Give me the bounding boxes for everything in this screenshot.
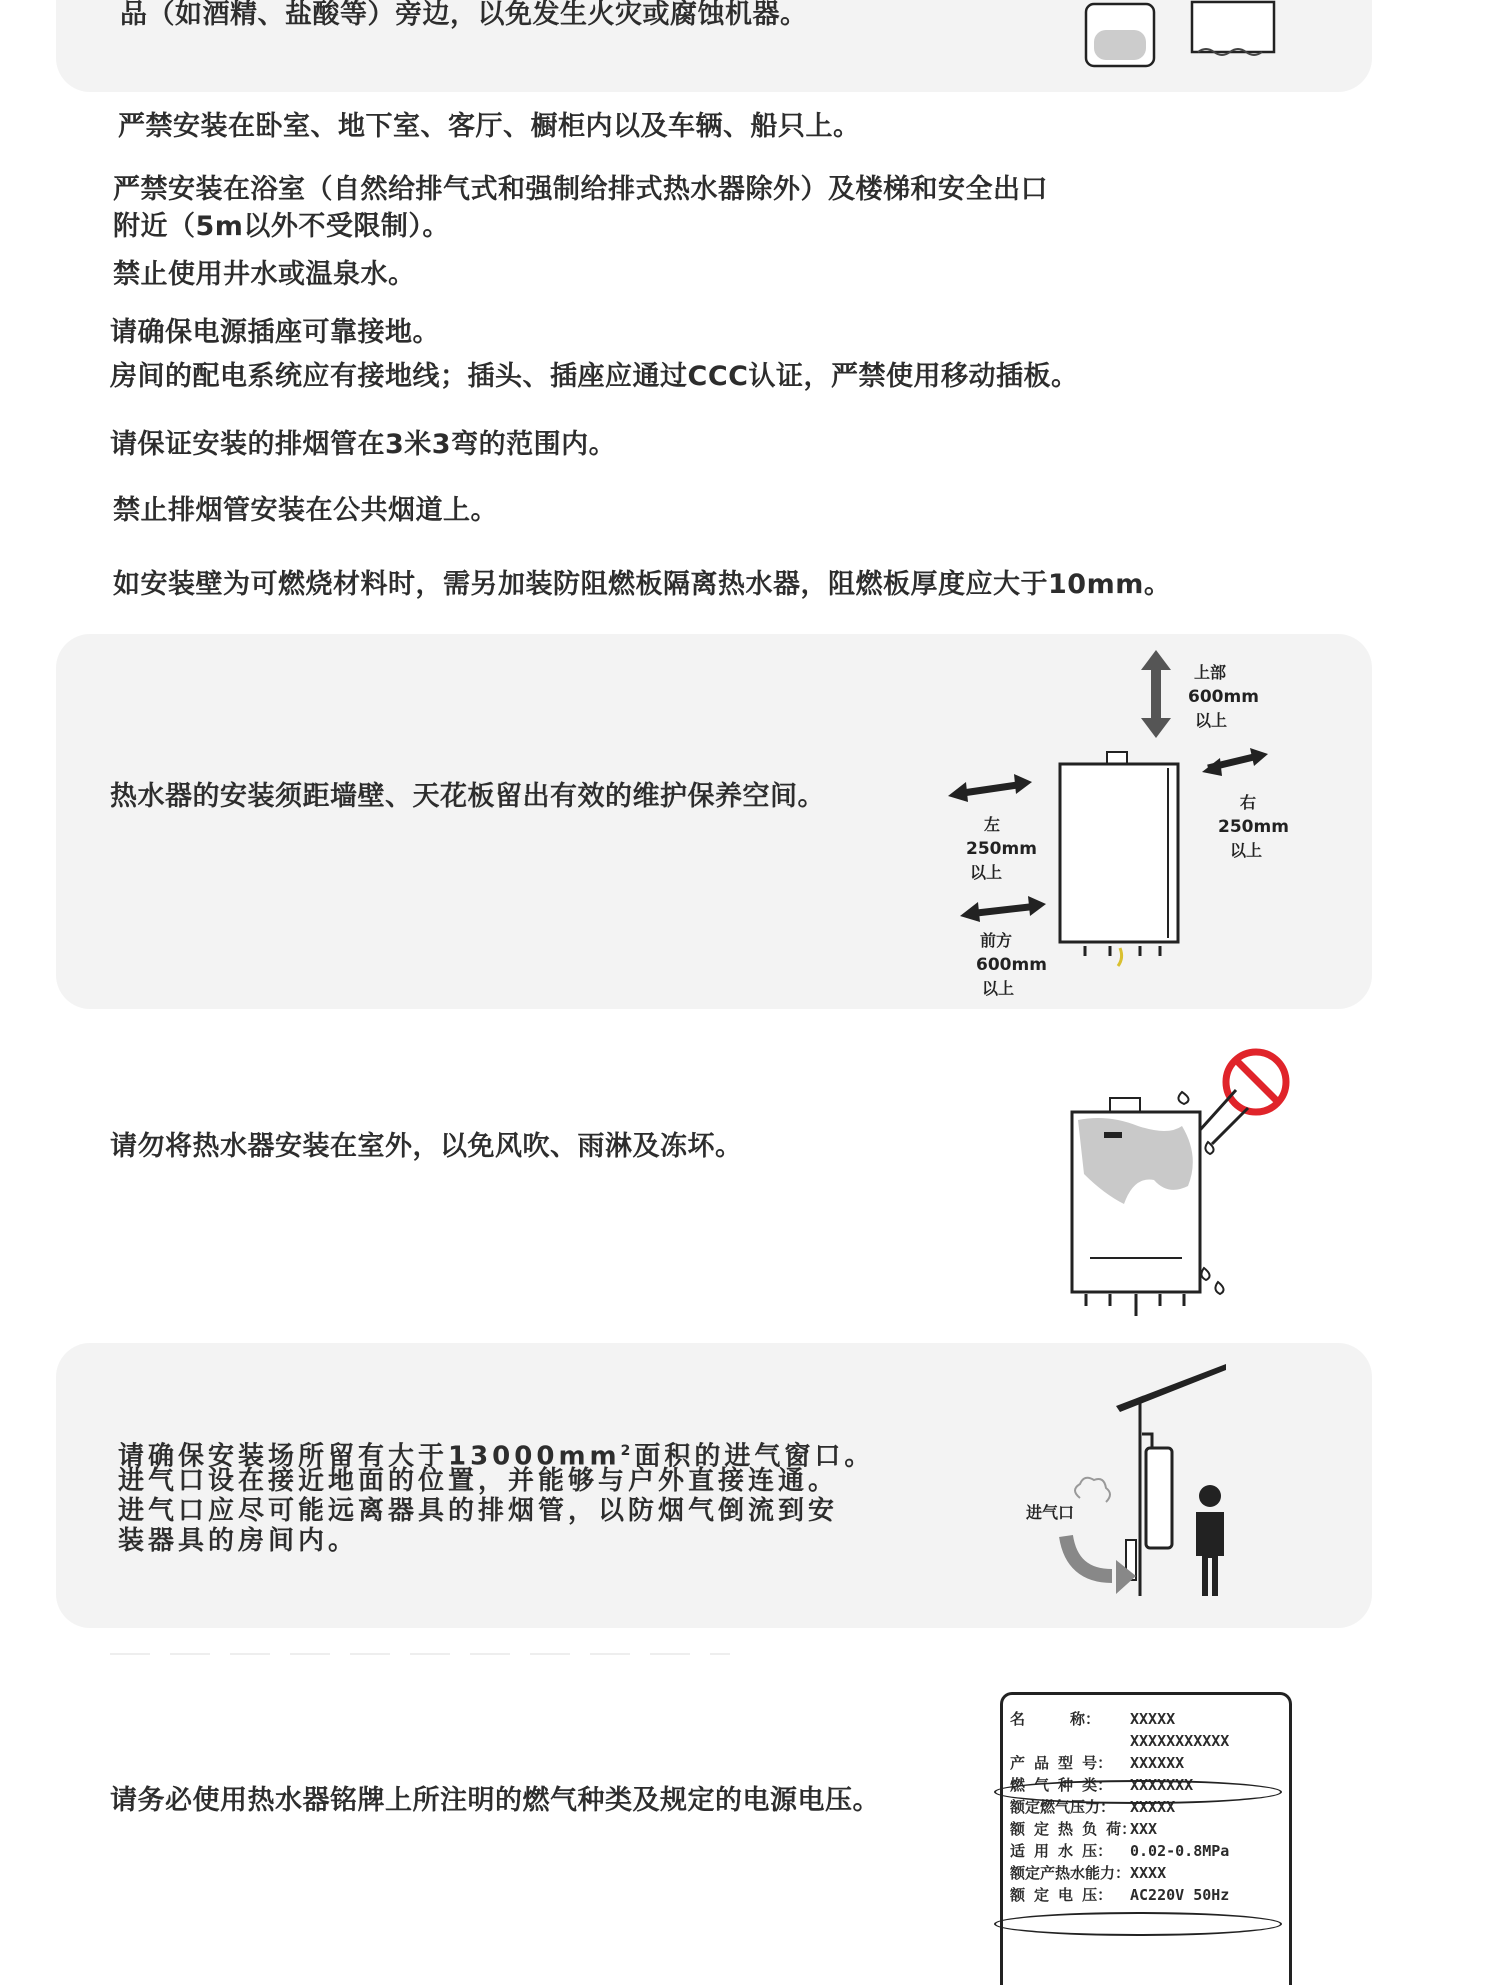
clearance-left-distance: 250mm (966, 839, 1037, 859)
nameplate-row-value: XXX (1130, 1820, 1158, 1838)
clearance-diagram (940, 646, 1300, 1006)
rule-no-well-water: 禁止使用井水或温泉水。 (113, 259, 416, 290)
clearance-left-suffix: 以上 (970, 863, 1003, 882)
nameplate-row-value: XXXX (1130, 1864, 1167, 1882)
clearance-right-label: 右 (1240, 793, 1257, 812)
water-heater-icon (1072, 1098, 1200, 1316)
rule-no-public-flue: 禁止排烟管安装在公共烟道上。 (113, 495, 498, 526)
rule-grounding: 请确保电源插座可靠接地。 (110, 317, 440, 348)
nameplate-row-label: 产 品 型 号： (1010, 1754, 1113, 1772)
nameplate-row (1010, 1840, 1229, 1862)
ventilation-illustration (1020, 1356, 1260, 1606)
clearance-left-label: 左 (984, 815, 1001, 834)
clearance-right-distance: 250mm (1218, 817, 1289, 837)
rule-fire-board: 如安装壁为可燃烧材料时，需另加装防阻燃板隔离热水器，阻燃板厚度应大于10mm。 (113, 569, 1172, 600)
ventilation-line1-post: 面积的进气窗口。 (634, 1441, 875, 1472)
nameplate-row-value: XXXXXXXXXXX (1130, 1732, 1230, 1750)
right-arrow-icon (1202, 748, 1268, 776)
gas-type-highlight (994, 1780, 1282, 1804)
water-heater-icon (1142, 1434, 1172, 1548)
nameplate-row-label: 额定燃气压力： (1010, 1798, 1116, 1816)
nameplate-illustration (1000, 1692, 1290, 1964)
faint-divider (110, 1653, 730, 1655)
nameplate-row (1010, 1752, 1229, 1774)
nameplate-row-value: XXXXXX (1130, 1754, 1185, 1772)
nameplate-row-label: 额 定 热 负 荷： (1010, 1820, 1137, 1838)
clearance-text: 热水器的安装须距墙壁、天花板留出有效的维护保养空间。 (110, 781, 825, 812)
nameplate-text: 请务必使用热水器铭牌上所注明的燃气种类及规定的电源电压。 (110, 1785, 880, 1816)
nameplate-row (1010, 1708, 1229, 1730)
clearance-front-label: 前方 (980, 931, 1013, 950)
nameplate-row (1010, 1884, 1229, 1906)
rule-no-bathroom-line2: 附近（5m以外不受限制）。 (113, 211, 450, 242)
nameplate-row-label: 额 定 电 压： (1010, 1886, 1113, 1904)
nameplate-row-value: 0.02-0.8MPa (1130, 1842, 1230, 1860)
front-arrow-icon (960, 896, 1046, 922)
water-heater-icon (1060, 752, 1178, 966)
clearance-right-suffix: 以上 (1230, 841, 1263, 860)
rule-flue-length: 请保证安装的排烟管在3米3弯的范围内。 (110, 429, 617, 460)
outdoor-warning-text: 请勿将热水器安装在室外，以免风吹、雨淋及冻坏。 (110, 1131, 743, 1162)
rule-no-bathroom-line1: 严禁安装在浴室（自然给排气式和强制给排式热水器除外）及楼梯和安全出口 (113, 174, 1048, 205)
nameplate-row-value: XXXXXXX (1130, 1776, 1194, 1794)
clearance-top-label: 上部 (1194, 663, 1227, 682)
ventilation-line2: 进气口设在接近地面的位置，并能够与户外直接连通。 (118, 1466, 839, 1496)
clearance-front-distance: 600mm (976, 955, 1047, 975)
nameplate-row-label: 额定产热水能力： (1010, 1864, 1131, 1882)
clearance-front-suffix: 以上 (982, 979, 1015, 998)
flammables-warning-text: 品（如酒精、盐酸等）旁边，以免发生火灾或腐蚀机器。 (120, 0, 808, 30)
clearance-top-distance: 600mm (1188, 687, 1259, 707)
nameplate-row (1010, 1818, 1229, 1840)
left-arrow-icon (948, 774, 1032, 802)
nameplate-row-value: AC220V 50Hz (1130, 1886, 1230, 1904)
up-down-arrow-icon (1141, 650, 1171, 738)
nameplate-row-label: 燃 气 种 类： (1010, 1776, 1113, 1794)
nameplate-row-value: XXXXX (1130, 1710, 1176, 1728)
rule-no-bedroom: 严禁安装在卧室、地下室、客厅、橱柜内以及车辆、船只上。 (118, 111, 861, 142)
ventilation-line3: 进气口应尽可能远离器具的排烟管，以防烟气倒流到安 (118, 1496, 839, 1526)
clearance-top-suffix: 以上 (1195, 711, 1228, 730)
ventilation-line1-sup: 2 (620, 1443, 635, 1459)
outdoor-heater-illustration (1060, 1040, 1320, 1332)
chemical-container-illustration (1070, 0, 1300, 72)
ventilation-line4: 装器具的房间内。 (118, 1526, 359, 1556)
voltage-highlight (994, 1912, 1282, 1936)
nameplate-row-label: 适 用 水 压： (1010, 1842, 1113, 1860)
nameplate-row-label: 名 称： (1010, 1710, 1101, 1728)
nameplate-row (1010, 1862, 1229, 1884)
nameplate-row (1010, 1730, 1229, 1752)
nameplate-rows (1010, 1708, 1229, 1906)
person-icon (1196, 1485, 1224, 1596)
prohibited-icon (1226, 1052, 1286, 1112)
inlet-label: 进气口 (1026, 1503, 1075, 1522)
nameplate-row-value: XXXXX (1130, 1798, 1176, 1816)
ventilation-line1-pre: 请确保安装场所留有大于13000mm (118, 1441, 621, 1472)
rule-wiring: 房间的配电系统应有接地线；插头、插座应通过CCC认证，严禁使用移动插板。 (110, 361, 1079, 392)
